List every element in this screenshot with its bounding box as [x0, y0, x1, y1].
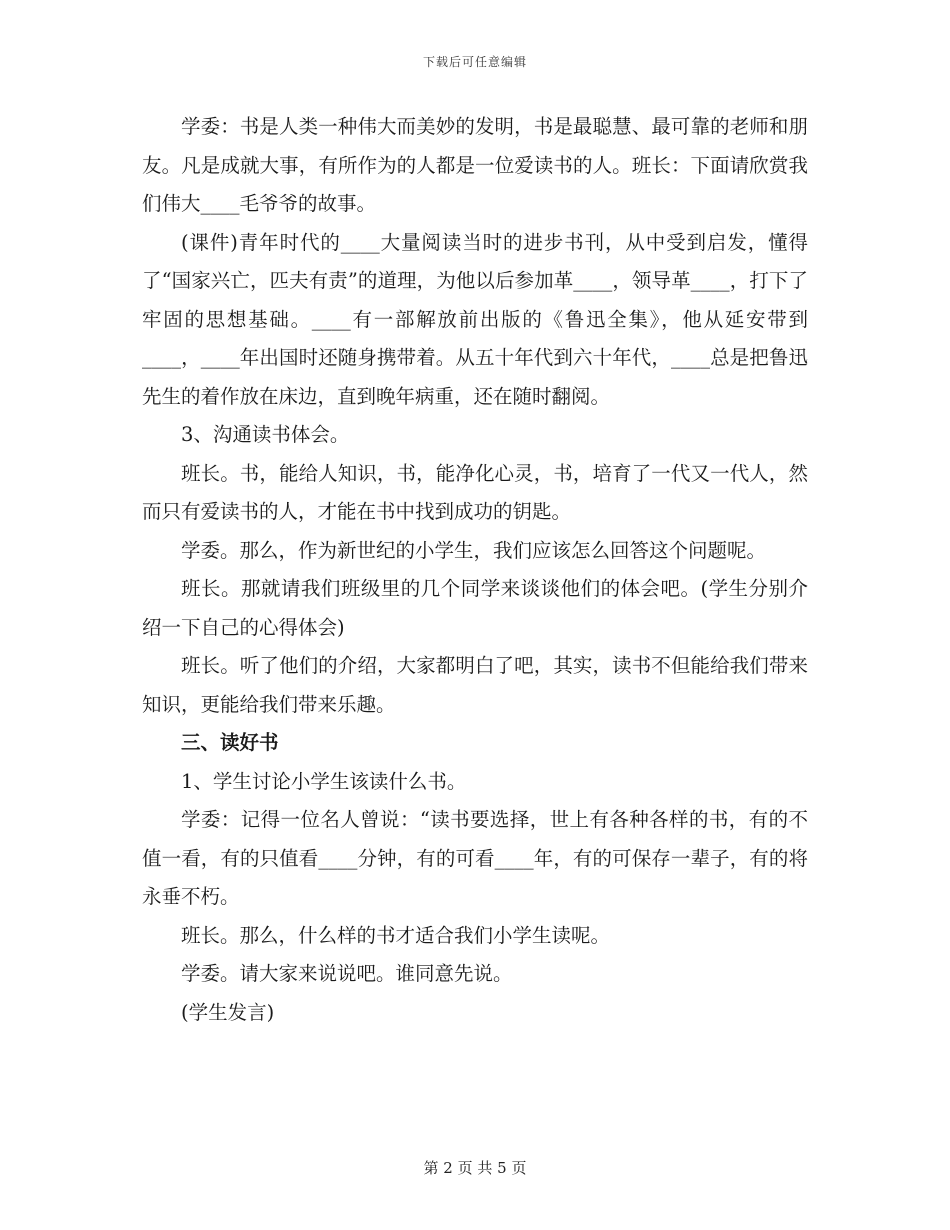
- section-heading: 三、读好书: [181, 731, 279, 754]
- paragraph: 班长。书，能给人知识，书，能净化心灵，书，培育了一代又一代人，然而只有爱读书的人，才能在书中找到成功的钥匙。: [142, 461, 808, 523]
- paragraph: (课件)青年时代的____大量阅读当时的进步书刊，从中受到启发，懂得了“国家兴亡，匹夫有责”的道理，为他以后参加革____，领导革____，打下了牢固的思想基础。____有一部解放前出版的《鲁迅全集》，他从延安带到____，____年出国时还随身携带着。从五十年代到六十年代，____总是把鲁迅先生的着作放在床边，直到晚年病重，还在随时翻阅。: [142, 230, 808, 408]
- page-number: 第 2 页 共 5 页: [423, 1159, 527, 1177]
- paragraph: 学委：记得一位名人曾说：“读书要选择，世上有各种各样的书，有的不值一看，有的只值看____分钟，有的可看____年，有的可保存一辈子，有的将永垂不朽。: [142, 808, 808, 908]
- paragraph: 学委。那么，作为新世纪的小学生，我们应该怎么回答这个问题呢。: [181, 538, 767, 562]
- paragraph: 学委：书是人类一种伟大而美妙的发明，书是最聪慧、最可靠的老师和朋友。凡是成就大事，有所作为的人都是一位爱读书的人。班长：下面请欣赏我们伟大____毛爷爷的故事。: [142, 115, 808, 215]
- paragraph: (学生发言): [181, 1000, 275, 1024]
- paragraph: 班长。听了他们的介绍，大家都明白了吧，其实，读书不但能给我们带来知识，更能给我们带来乐趣。: [142, 654, 808, 716]
- paragraph: 班长。那么，什么样的书才适合我们小学生读呢。: [181, 923, 611, 947]
- paragraph: 3、沟通读书体会。: [181, 423, 350, 446]
- paragraph: 班长。那就请我们班级里的几个同学来谈谈他们的体会吧。(学生分别介绍一下自己的心得体会): [142, 577, 808, 639]
- paragraph: 学委。请大家来说说吧。谁同意先说。: [181, 962, 513, 985]
- paragraph: 1、学生讨论小学生该读什么书。: [181, 769, 467, 793]
- page-header: 下载后可任意编辑: [422, 55, 527, 69]
- document-body: [142, 108, 808, 1032]
